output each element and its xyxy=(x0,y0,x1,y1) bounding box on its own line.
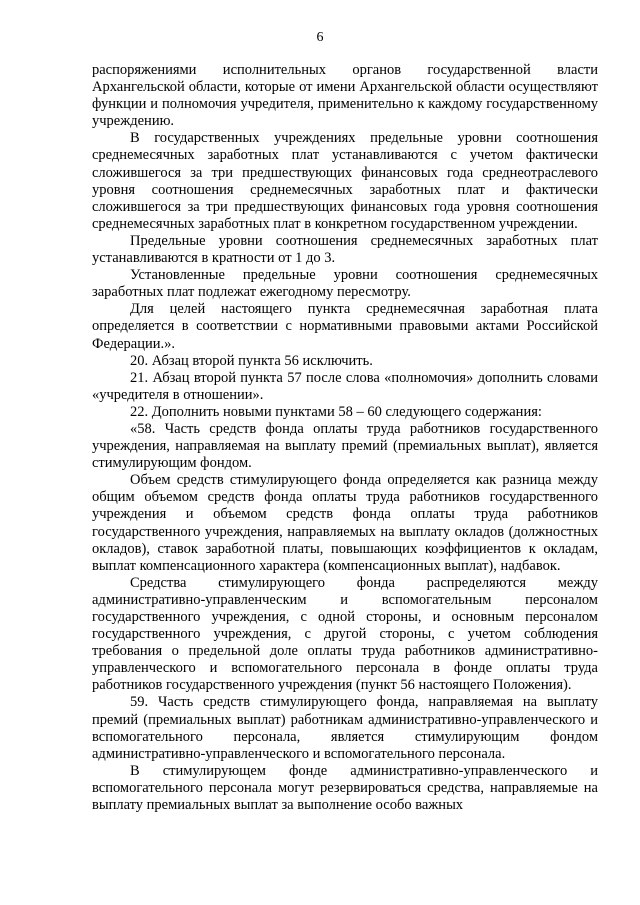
page-number: 6 xyxy=(316,30,324,45)
paragraph: Предельные уровни соотношения среднемесячных заработных плат устанавливаются в кратности от 1 до 3. xyxy=(92,232,598,267)
paragraph-clause-58: «58. Часть средств фонда оплаты труда работников государственного учреждения, направляемая на выплату премий (премиальных выплат), является стимулирующим фондом. xyxy=(92,420,598,472)
paragraph-item-21: 21. Абзац второй пункта 57 после слова «полномочия» дополнить словами «учредителя в отношении». xyxy=(92,369,598,403)
paragraph: В стимулирующем фонде административно-управленческого и вспомогательного персонала могут резервироваться средства, направляемые на выплату премиальных выплат за выполнение особо важных xyxy=(92,762,598,814)
paragraph: Установленные предельные уровни соотношения среднемесячных заработных плат подлежат ежегодному пересмотру. xyxy=(92,267,598,301)
paragraph: В государственных учреждениях предельные уровни соотношения среднемесячных заработных плат устанавливаются с учетом фактически сложившегося за три предшествующих финансовых года среднеотраслевого уровня соотношения среднемесячных заработных плат и фактически сложившегося за три предшествующих финансовых года уровня соотношения среднемесячных заработных плат в конкретном государственном учреждении. xyxy=(92,130,598,232)
paragraph: Для целей настоящего пункта среднемесячная заработная плата определяется в соответствии с нормативными правовыми актами Российской Федерации.». xyxy=(92,301,598,352)
paragraph: Средства стимулирующего фонда распределяются между административно-управленческим и вспомогательным персоналом государственного учреждения, с одной стороны, и основным персоналом государственного учреждения, с другой стороны, с учетом соблюдения требования о предельной доле оплаты труда работников административно-управленческого и вспомогательного персонала в фонде оплаты труда работников государственного учреждения (пункт 56 настоящего Положения). xyxy=(92,574,598,694)
paragraph-clause-59: 59. Часть средств стимулирующего фонда, направляемая на выплату премий (премиальных выплат) работникам административно-управленческого и вспомогательного персонала, является стимулирующим фондом административно-управленческого и вспомогательного персонала. xyxy=(92,694,598,762)
paragraph-item-20: 20. Абзац второй пункта 56 исключить. xyxy=(130,352,373,369)
paragraph-item-22: 22. Дополнить новыми пунктами 58 – 60 следующего содержания: xyxy=(130,403,542,420)
paragraph-continuation: распоряжениями исполнительных органов государственной власти Архангельской области, которые от имени Архангельской области осуществляют функции и полномочия учредителя, применительно к каждому государственному учреждению. xyxy=(92,62,598,130)
paragraph: Объем средств стимулирующего фонда определяется как разница между общим объемом средств фонда оплаты труда работников государственного учреждения и объемом средств фонда оплаты труда работников государственного учреждения, направляемых на выплату окладов (должностных окладов), ставок заработной платы, повышающих коэффициентов к окладам, выплат компенсационного характера (компенсационных выплат), надбавок. xyxy=(92,472,598,574)
document-body xyxy=(92,62,598,814)
